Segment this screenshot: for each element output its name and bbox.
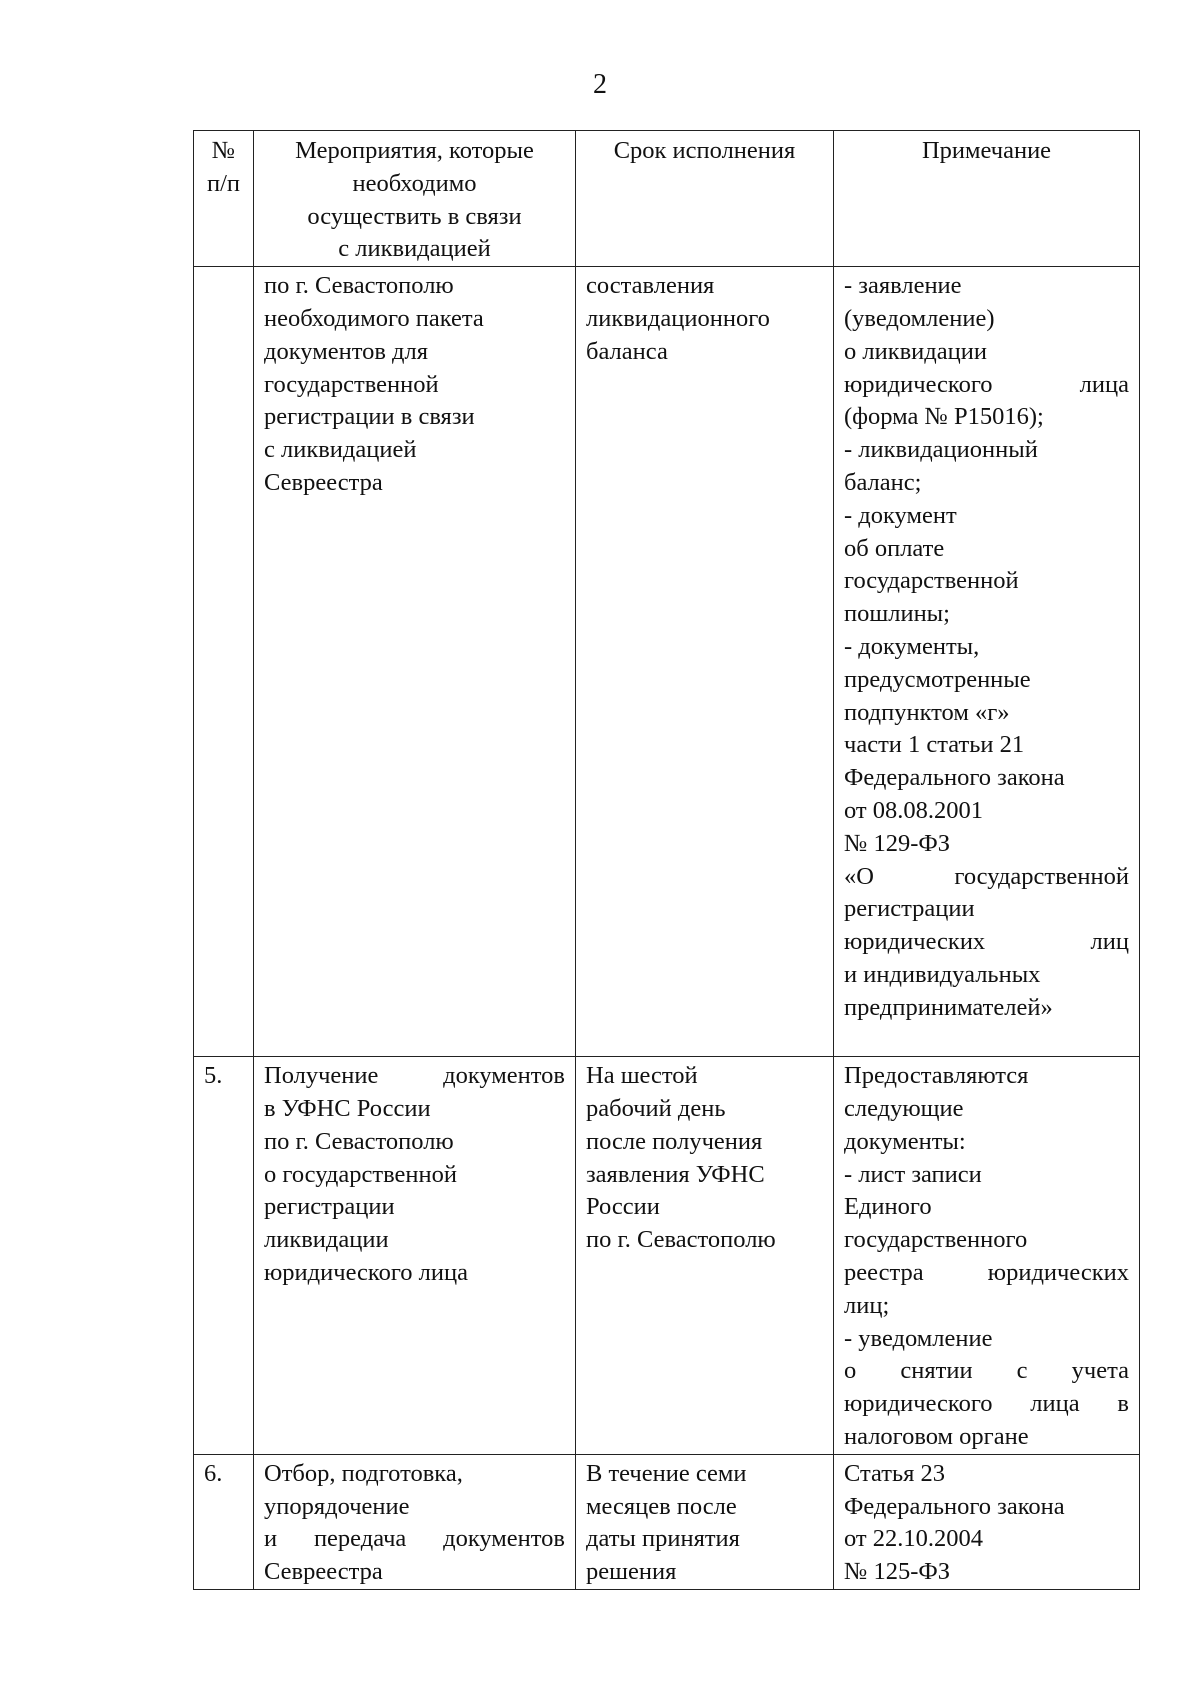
text-line: Отбор, подготовка, <box>264 1459 463 1487</box>
liquidation-measures-table <box>193 130 1140 1590</box>
text-line: юридических лиц <box>844 928 1129 956</box>
text-line: (форма № Р15016); <box>844 403 1044 431</box>
header-activity: Мероприятия, которые необходимо осуществить в связи с ликвидацией <box>254 131 576 267</box>
text-line: и индивидуальных <box>844 960 1041 988</box>
text-line: Севреестра <box>264 1558 383 1586</box>
text-line: № 129-ФЗ <box>844 829 951 857</box>
text-line: части 1 статьи 21 <box>844 731 1025 759</box>
text-line: регистрации <box>844 895 975 923</box>
text-line: об оплате <box>844 534 945 562</box>
text-line: по г. Севастополю <box>264 1127 454 1155</box>
text-line: регистрации <box>264 1193 395 1221</box>
text-line: - уведомление <box>844 1324 993 1352</box>
row-number <box>194 267 254 1057</box>
text-line: лиц; <box>844 1291 890 1319</box>
table-header-row <box>194 131 1140 267</box>
text-line: о ликвидации <box>844 337 987 365</box>
text-line: документы: <box>844 1127 966 1155</box>
row-activity-lines <box>264 1060 565 1290</box>
text-line: баланс; <box>844 468 922 496</box>
text-line: «О государственной <box>844 862 1129 890</box>
table-row <box>194 1057 1140 1455</box>
text-line: Предоставляются <box>844 1062 1029 1090</box>
text-line: - лист записи <box>844 1160 982 1188</box>
text-line: упорядочение <box>264 1492 410 1520</box>
row-note-lines <box>844 1060 1129 1454</box>
row-note-lines <box>844 270 1129 1024</box>
row-deadline: В течение семи месяцев после даты принятия решения <box>576 1454 834 1589</box>
text-line: о государственной <box>264 1160 457 1188</box>
row-activity-lines <box>264 1458 565 1589</box>
text-line: реестра юридических <box>844 1258 1129 1286</box>
table-row <box>194 1454 1140 1589</box>
text-line: о снятии с учета <box>844 1357 1129 1385</box>
text-line: - документы, <box>844 632 980 660</box>
table-row <box>194 267 1140 1057</box>
page-number: 2 <box>593 69 607 100</box>
text-line: ликвидации <box>264 1226 389 1254</box>
text-line: в УФНС России <box>264 1094 431 1122</box>
text-line: - документ <box>844 501 957 529</box>
text-line: Единого <box>844 1193 932 1221</box>
text-line: юридического лица <box>264 1258 468 1286</box>
text-line: налоговом органе <box>844 1422 1029 1450</box>
header-number: № п/п <box>194 131 254 267</box>
row-activity <box>254 1454 576 1589</box>
text-line: предусмотренные <box>844 665 1031 693</box>
text-line: подпунктом «г» <box>844 698 1010 726</box>
text-line: следующие <box>844 1094 964 1122</box>
text-line: Получение документов <box>264 1062 565 1090</box>
row-note: Статья 23 Федерального закона от 22.10.2004 № 125-ФЗ <box>834 1454 1140 1589</box>
text-line: - ликвидационный <box>844 436 1038 464</box>
row-number: 5. <box>194 1057 254 1455</box>
text-line: государственного <box>844 1226 1028 1254</box>
header-deadline: Срок исполнения <box>576 131 834 267</box>
text-line: - заявление <box>844 272 962 300</box>
row-activity: по г. Севастополю необходимого пакета документов для государственной регистрации в связи с ликвидацией Севреестра <box>254 267 576 1057</box>
row-note <box>834 1057 1140 1455</box>
text-line: от 08.08.2001 <box>844 796 984 824</box>
text-line: Федерального закона <box>844 764 1065 792</box>
row-number: 6. <box>194 1454 254 1589</box>
row-deadline: составления ликвидационного баланса <box>576 267 834 1057</box>
text-line: и передача документов <box>264 1525 565 1553</box>
header-note: Примечание <box>834 131 1140 267</box>
text-line: юридического лица <box>844 370 1129 398</box>
row-note <box>834 267 1140 1057</box>
text-line: (уведомление) <box>844 304 995 332</box>
text-line: пошлины; <box>844 600 950 628</box>
text-line: государственной <box>844 567 1019 595</box>
text-line: предпринимателей» <box>844 993 1053 1021</box>
row-deadline: На шестой рабочий день после получения заявления УФНС России по г. Севастополю <box>576 1057 834 1455</box>
row-activity <box>254 1057 576 1455</box>
text-line: юридического лица в <box>844 1390 1129 1418</box>
